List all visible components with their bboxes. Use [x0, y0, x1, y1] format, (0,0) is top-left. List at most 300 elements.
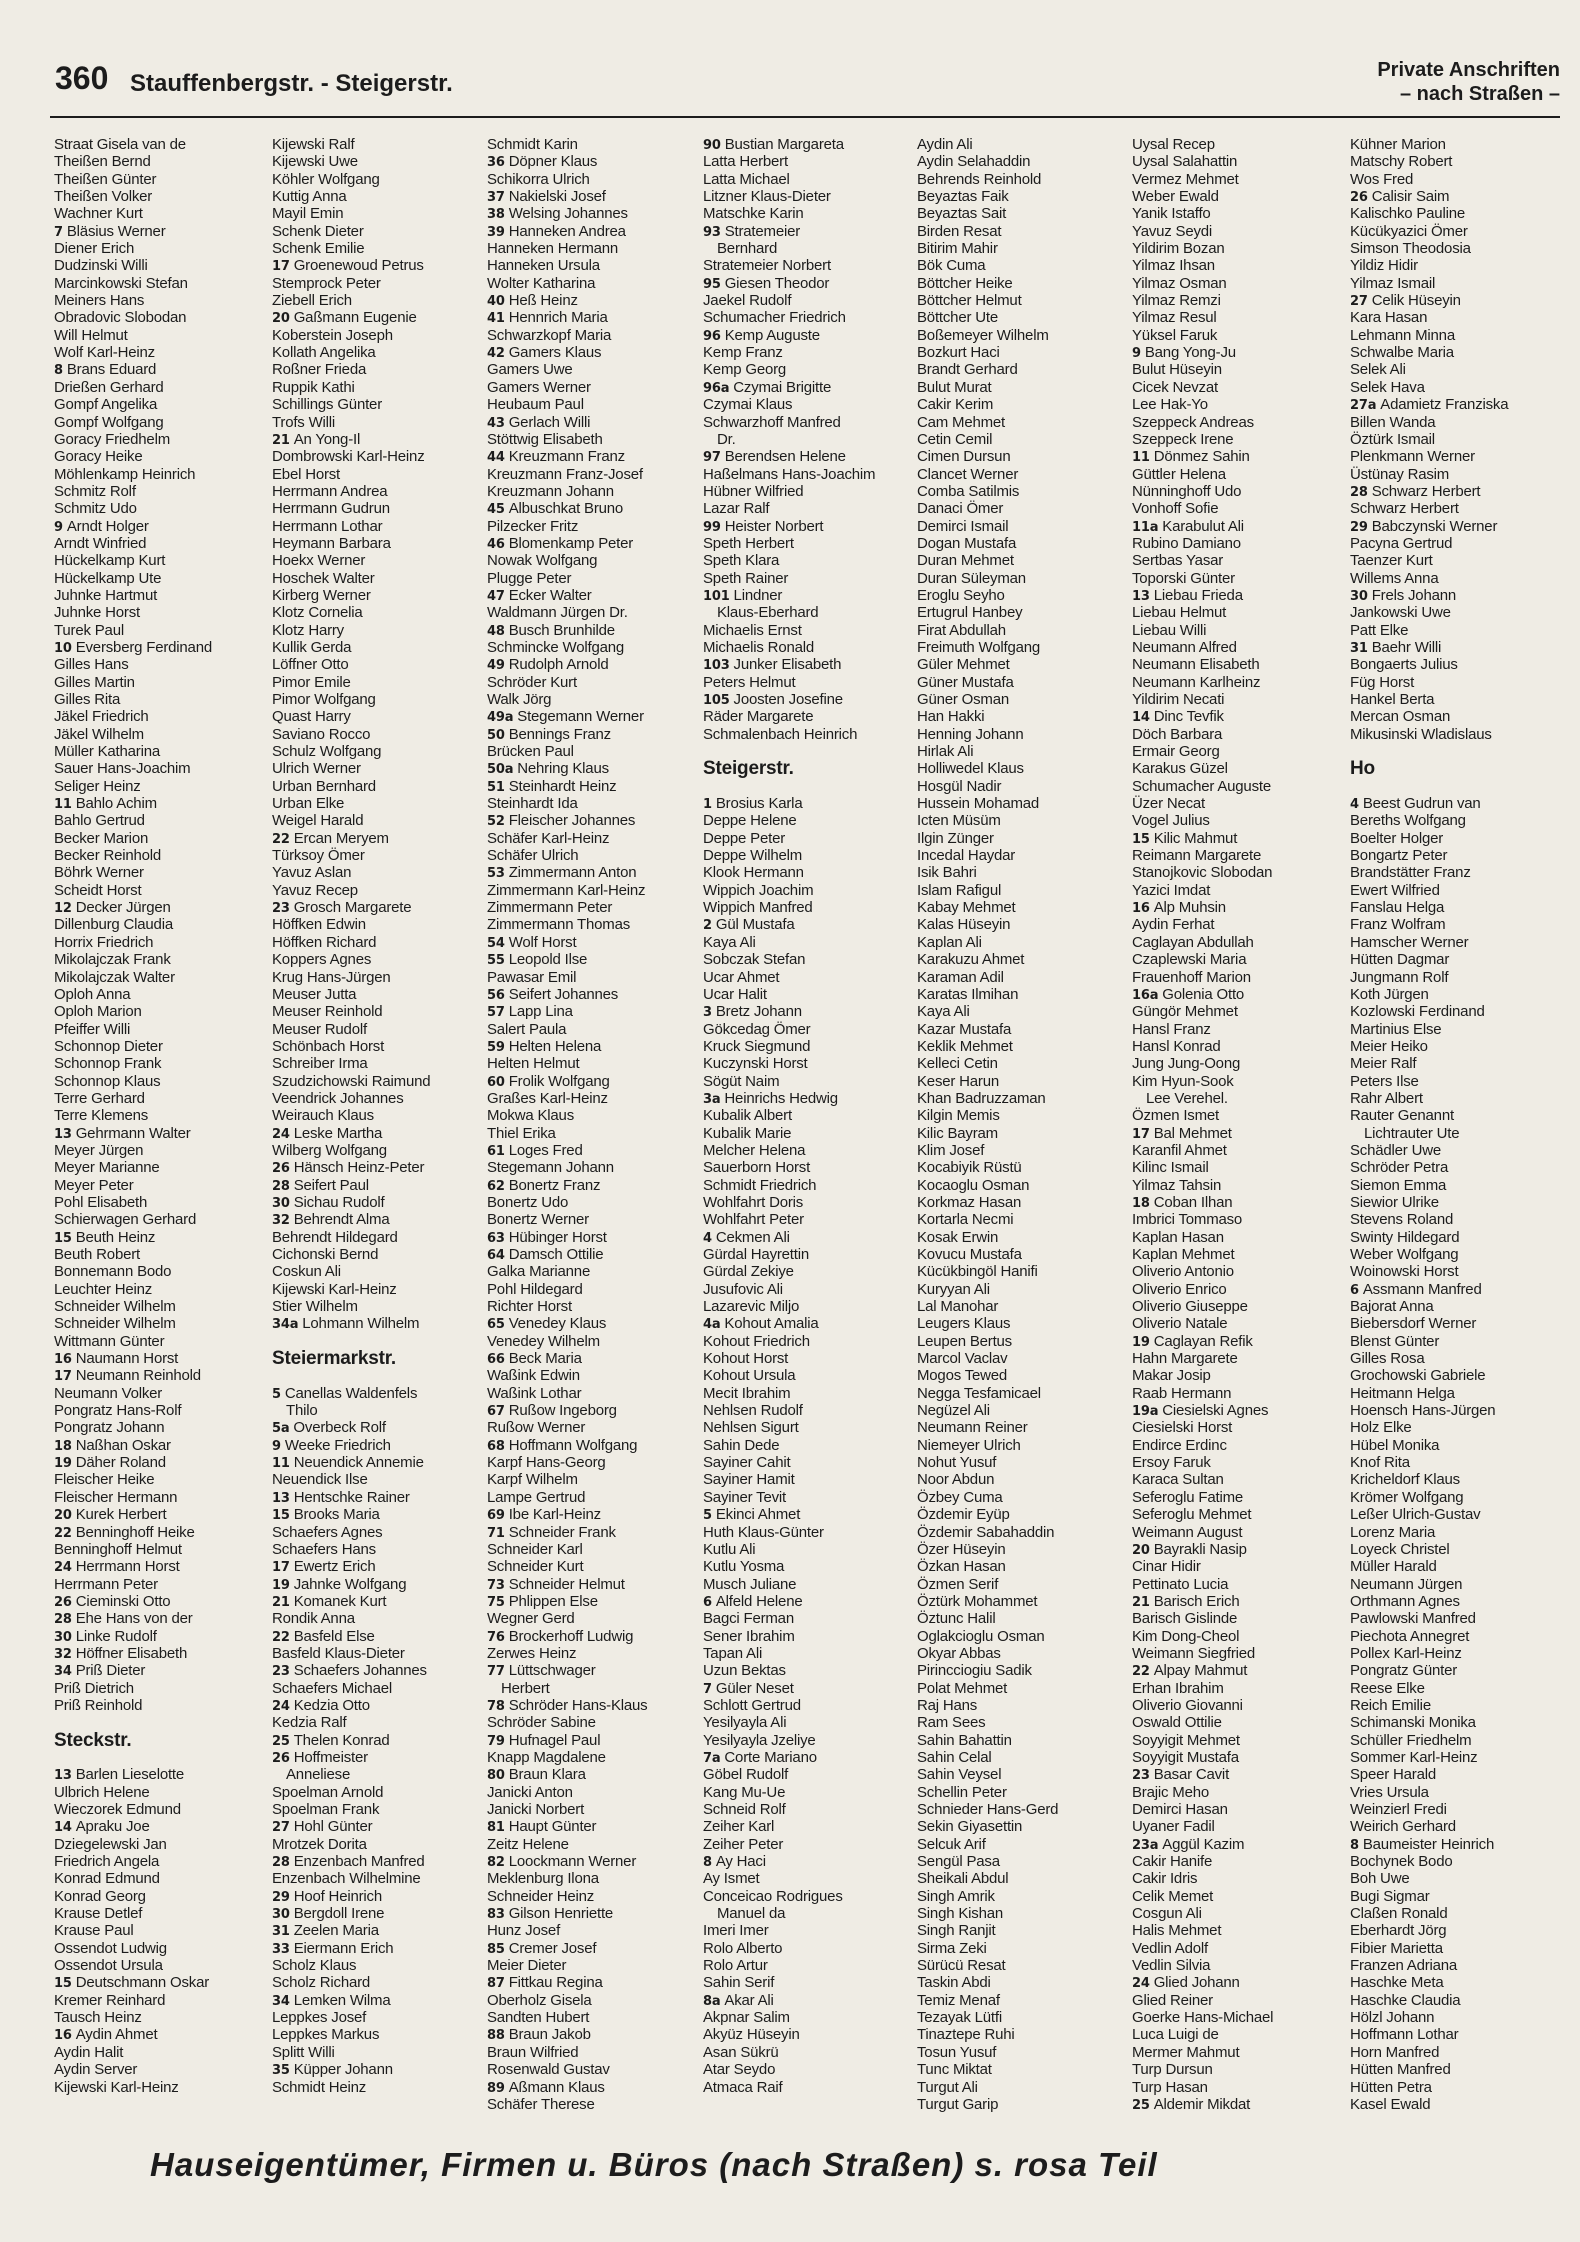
resident-entry — [54, 153, 264, 170]
resident-entry — [703, 882, 913, 899]
resident-name: Neuendick Ilse — [272, 1471, 368, 1489]
resident-name: Schonnop Klaus — [54, 1072, 161, 1090]
resident-name: Yüksel Faruk — [1132, 326, 1218, 344]
resident-name: Turgut Ali — [917, 2078, 978, 2096]
resident-entry — [54, 361, 264, 378]
resident-name: Özdemir Sabahaddin — [917, 1523, 1055, 1541]
resident-name: Schädler Uwe — [1350, 1141, 1441, 1159]
resident-entry — [703, 1194, 913, 1211]
resident-entry — [487, 1055, 697, 1072]
house-number: 4 — [1350, 797, 1359, 813]
resident-entry — [54, 1107, 264, 1124]
resident-entry — [1132, 622, 1342, 639]
resident-entry — [1350, 1333, 1560, 1350]
resident-entry — [703, 2009, 913, 2026]
resident-name: Güner Osman — [917, 691, 1010, 708]
resident-entry — [703, 414, 913, 431]
resident-entry — [487, 1402, 697, 1419]
resident-entry — [54, 1628, 264, 1645]
resident-entry — [1132, 1506, 1342, 1523]
resident-entry — [703, 379, 913, 396]
resident-entry — [272, 257, 482, 274]
resident-name: Heymann Barbara — [272, 534, 391, 552]
resident-entry — [1350, 1766, 1560, 1783]
resident-name: Kruck Siegmund — [703, 1037, 811, 1055]
resident-entry — [1132, 292, 1342, 309]
house-number: 27 — [272, 1820, 290, 1836]
resident-entry — [487, 275, 697, 292]
resident-name: Gilson Henriette — [508, 1905, 614, 1923]
resident-entry — [54, 1263, 264, 1280]
resident-entry — [1350, 674, 1560, 691]
house-number: 11 — [54, 797, 72, 813]
resident-entry — [272, 1125, 482, 1142]
resident-entry — [917, 812, 1127, 829]
resident-name: Weinzierl Fredi — [1350, 1801, 1447, 1818]
resident-name: Schäfer Ulrich — [487, 847, 579, 865]
resident-entry — [1350, 1870, 1560, 1887]
resident-entry — [54, 309, 264, 326]
resident-name: Dudzinski Willi — [54, 257, 148, 275]
resident-entry — [917, 1038, 1127, 1055]
resident-name: Caglayan Refik — [1153, 1332, 1253, 1350]
resident-name: Veendrick Johannes — [272, 1089, 404, 1107]
resident-entry — [1132, 1281, 1342, 1298]
resident-name: Sayiner Hamit — [703, 1471, 795, 1489]
resident-name: Meier Dieter — [487, 1957, 567, 1975]
resident-entry — [1132, 795, 1342, 812]
resident-entry — [1350, 292, 1560, 309]
resident-entry — [272, 466, 482, 483]
resident-entry — [1350, 1211, 1560, 1228]
street-heading: Steigerstr. — [703, 758, 794, 780]
house-number: 15 — [54, 1230, 72, 1246]
resident-entry — [703, 1281, 913, 1298]
resident-entry — [917, 674, 1127, 691]
resident-name: Clancet Werner — [917, 465, 1019, 483]
resident-name: Naßhan Oskar — [75, 1436, 171, 1454]
resident-name: Kullik Gerda — [272, 638, 352, 656]
resident-entry — [1350, 500, 1560, 517]
resident-name: Keklik Mehmet — [917, 1037, 1013, 1055]
resident-entry — [54, 1402, 264, 1419]
resident-name: Schulz Wolfgang — [272, 743, 382, 761]
resident-name: Mayil Emin — [272, 205, 344, 223]
resident-entry — [917, 1541, 1127, 1558]
resident-name: Yilmaz Ihsan — [1132, 257, 1215, 275]
resident-name: Komanek Kurt — [293, 1592, 387, 1610]
house-number: 89 — [487, 2080, 505, 2096]
resident-name: Czymai Brigitte — [733, 378, 832, 396]
resident-entry — [917, 1333, 1127, 1350]
house-number: 34 — [54, 1664, 72, 1680]
house-number: 27 — [1350, 294, 1368, 310]
resident-entry — [487, 1159, 697, 1176]
resident-entry — [487, 500, 697, 517]
resident-name: Heitmann Helga — [1350, 1384, 1455, 1402]
resident-name: Halis Mehmet — [1132, 1922, 1222, 1940]
resident-entry — [1132, 760, 1342, 777]
resident-entry — [1132, 674, 1342, 691]
resident-entry — [487, 1489, 697, 1506]
resident-entry — [703, 691, 913, 708]
resident-name: Beuth Heinz — [75, 1228, 156, 1246]
resident-entry — [703, 969, 913, 986]
directory-column-7 — [1350, 136, 1560, 2136]
resident-entry — [917, 743, 1127, 760]
house-number: 45 — [487, 502, 505, 518]
resident-name: Vries Ursula — [1350, 1783, 1429, 1801]
resident-entry — [1132, 1229, 1342, 1246]
resident-name: Aldemir Mikdat — [1153, 2095, 1251, 2113]
resident-entry — [54, 2044, 264, 2061]
resident-entry — [1350, 1836, 1560, 1853]
resident-entry — [1350, 1922, 1560, 1939]
resident-name: Lampe Gertrud — [487, 1488, 586, 1506]
resident-entry — [1132, 2044, 1342, 2061]
resident-entry — [1350, 691, 1560, 708]
resident-name: Hentschke Rainer — [293, 1488, 410, 1506]
resident-name: Sayiner Cahit — [703, 1454, 791, 1472]
resident-entry — [487, 1177, 697, 1194]
house-number: 30 — [272, 1195, 290, 1211]
resident-entry — [1132, 431, 1342, 448]
resident-name: Schüller Friedhelm — [1350, 1731, 1472, 1749]
resident-name: Lee Hak-Yo — [1132, 396, 1208, 414]
resident-entry — [917, 1263, 1127, 1280]
resident-entry — [1132, 1888, 1342, 1905]
resident-name: Haupt Günter — [508, 1818, 597, 1836]
resident-name: Boßemeyer Wilhelm — [917, 326, 1049, 344]
resident-name: Bulut Hüseyin — [1132, 361, 1222, 379]
resident-entry — [917, 778, 1127, 795]
resident-name: Dillenburg Claudia — [54, 916, 173, 934]
resident-name: Terre Gerhard — [54, 1089, 145, 1107]
resident-name: Drießen Gerhard — [54, 378, 164, 396]
resident-name: Bugi Sigmar — [1350, 1887, 1430, 1905]
resident-name: Wegner Gerd — [487, 1610, 575, 1628]
resident-name: Phlippen Else — [508, 1592, 598, 1610]
resident-name: Öztunc Halil — [917, 1610, 996, 1628]
resident-name: Zimmermann Anton — [508, 864, 637, 882]
resident-name: Pawasar Emil — [487, 968, 577, 986]
resident-name: Jungmann Rolf — [1350, 968, 1449, 986]
resident-name: Karakuzu Ahmet — [917, 951, 1025, 969]
resident-entry — [54, 1593, 264, 1610]
resident-entry — [1350, 708, 1560, 725]
resident-name: Konrad Edmund — [54, 1870, 160, 1888]
resident-name: Imbrici Tommaso — [1132, 1211, 1243, 1229]
house-number: 19 — [54, 1456, 72, 1472]
resident-entry — [1350, 205, 1560, 222]
resident-name: Neumann Alfred — [1132, 638, 1237, 656]
house-number: 47 — [487, 588, 505, 604]
resident-entry — [272, 240, 482, 257]
resident-entry — [272, 1974, 482, 1991]
resident-name: Kim Dong-Cheol — [1132, 1627, 1240, 1645]
resident-name: Herrmann Horst — [75, 1558, 180, 1576]
resident-entry — [1350, 1229, 1560, 1246]
resident-name: Yildirim Necati — [1132, 691, 1225, 708]
resident-name: Thelen Konrad — [293, 1731, 390, 1749]
house-number: 95 — [703, 276, 721, 292]
resident-name: Karatas Ilmihan — [917, 985, 1019, 1003]
resident-entry — [54, 136, 264, 153]
resident-name: Sahin Serif — [703, 1974, 775, 1992]
resident-name: Golenia Otto — [1162, 985, 1245, 1003]
resident-name: Kreuzmann Franz-Josef — [487, 465, 643, 483]
resident-entry — [1132, 726, 1342, 743]
street-heading: Steiermarkstr. — [272, 1348, 396, 1370]
resident-entry — [1350, 1888, 1560, 1905]
resident-name: Vedlin Adolf — [1132, 1939, 1208, 1957]
resident-entry — [1350, 830, 1560, 847]
resident-name: Pirincciogiu Sadik — [917, 1662, 1032, 1680]
resident-name: Hankel Berta — [1350, 691, 1435, 708]
resident-entry — [1132, 396, 1342, 413]
resident-entry — [487, 1974, 697, 1991]
house-number: 13 — [54, 1126, 72, 1142]
resident-entry — [487, 2009, 697, 2026]
house-number: 43 — [487, 415, 505, 431]
resident-name: Jäkel Wilhelm — [54, 725, 144, 743]
resident-entry — [1132, 171, 1342, 188]
resident-entry — [703, 1992, 913, 2009]
resident-name: Liebau Frieda — [1153, 586, 1243, 604]
resident-name: Schmalenbach Heinrich — [703, 725, 858, 743]
resident-name: Schwarzkopf Maria — [487, 326, 612, 344]
resident-entry — [1350, 2009, 1560, 2026]
resident-entry — [703, 1367, 913, 1384]
resident-entry — [917, 171, 1127, 188]
resident-entry — [1132, 448, 1342, 465]
resident-entry — [917, 448, 1127, 465]
resident-entry — [54, 1038, 264, 1055]
resident-name: Schimanski Monika — [1350, 1714, 1476, 1732]
resident-entry — [272, 535, 482, 552]
resident-entry — [1132, 1697, 1342, 1714]
resident-entry — [272, 916, 482, 933]
resident-name: Leßer Ulrich-Gustav — [1350, 1506, 1481, 1524]
resident-entry — [272, 882, 482, 899]
resident-entry — [1350, 1680, 1560, 1697]
resident-name: Kohout Horst — [703, 1350, 789, 1368]
resident-name: Schierwagen Gerhard — [54, 1211, 197, 1229]
resident-name: Schwarz Herbert — [1350, 500, 1459, 518]
resident-entry — [917, 1784, 1127, 1801]
resident-entry — [487, 171, 697, 188]
resident-entry — [272, 1680, 482, 1697]
resident-entry — [1350, 1784, 1560, 1801]
resident-entry — [703, 1350, 913, 1367]
house-number: 16 — [1132, 901, 1150, 917]
resident-name: Hunz Josef — [487, 1922, 561, 1940]
house-number: 23 — [1132, 1768, 1150, 1784]
resident-name: Adamietz Franziska — [1380, 396, 1509, 414]
resident-name: Aßmann Klaus — [508, 2078, 605, 2096]
resident-name: Kocaoglu Osman — [917, 1176, 1030, 1194]
resident-entry — [1132, 361, 1342, 378]
resident-entry — [1350, 2096, 1560, 2113]
resident-entry — [1132, 1766, 1342, 1783]
resident-entry — [703, 396, 913, 413]
resident-entry — [703, 1038, 913, 1055]
resident-entry — [703, 934, 913, 951]
resident-entry — [703, 1541, 913, 1558]
resident-entry — [917, 1558, 1127, 1575]
resident-name: Ucar Halit — [703, 985, 767, 1003]
resident-name: Hübel Monika — [1350, 1436, 1440, 1454]
resident-name: Groenewoud Petrus — [293, 257, 424, 275]
resident-entry — [917, 1385, 1127, 1402]
resident-entry — [54, 1645, 264, 1662]
resident-name: Pettinato Lucia — [1132, 1575, 1229, 1593]
resident-name: Tausch Heinz — [54, 2009, 142, 2027]
resident-name: Hosgül Nadir — [917, 777, 1002, 795]
resident-entry — [1132, 1142, 1342, 1159]
resident-entry — [54, 1836, 264, 1853]
resident-entry — [54, 674, 264, 691]
resident-name: Kubalik Marie — [703, 1124, 792, 1142]
resident-name: Walk Jörg — [487, 691, 552, 708]
resident-name: Demirci Hasan — [1132, 1801, 1228, 1818]
resident-entry — [703, 1524, 913, 1541]
resident-entry — [1132, 2026, 1342, 2043]
resident-name: Mikolajczak Frank — [54, 951, 171, 969]
resident-name: Imeri Imer — [703, 1922, 769, 1940]
resident-name: Straat Gisela van de — [54, 136, 186, 153]
resident-name: Richter Horst — [487, 1298, 572, 1316]
resident-name: Hennrich Maria — [508, 309, 608, 327]
resident-entry — [487, 1645, 697, 1662]
resident-name: Kilgin Memis — [917, 1107, 1000, 1125]
resident-entry — [703, 1645, 913, 1662]
resident-entry — [272, 1801, 482, 1818]
resident-entry — [1132, 1732, 1342, 1749]
resident-entry — [54, 2009, 264, 2026]
resident-entry — [487, 1211, 697, 1228]
resident-name: Schneider Wilhelm — [54, 1315, 176, 1333]
resident-entry — [703, 812, 913, 829]
resident-entry — [1132, 1055, 1342, 1072]
resident-entry — [1132, 2079, 1342, 2096]
resident-entry — [487, 535, 697, 552]
resident-name: Wippich Manfred — [703, 899, 813, 917]
resident-name: Schröder Petra — [1350, 1159, 1449, 1177]
resident-name: Schneider Wilhelm — [54, 1298, 176, 1316]
resident-entry — [917, 1697, 1127, 1714]
resident-entry — [1132, 1558, 1342, 1575]
resident-name: Meuser Rudolf — [272, 1020, 367, 1038]
resident-entry — [487, 916, 697, 933]
resident-entry — [703, 1402, 913, 1419]
resident-name: Hansl Franz — [1132, 1020, 1211, 1038]
resident-entry — [487, 934, 697, 951]
resident-name: Ucar Ahmet — [703, 968, 780, 986]
resident-name: Vonhoff Sofie — [1132, 500, 1219, 518]
house-number: 105 — [703, 693, 730, 708]
resident-name: Pawlowski Manfred — [1350, 1610, 1476, 1628]
resident-entry — [487, 1385, 697, 1402]
resident-name: Bongartz Peter — [1350, 847, 1448, 865]
resident-name: Neuendick Annemie — [293, 1454, 424, 1472]
resident-entry — [1132, 604, 1342, 621]
resident-name: Glied Johann — [1153, 1974, 1240, 1992]
house-number: 12 — [54, 901, 72, 917]
resident-name: Rußow Ingeborg — [508, 1402, 617, 1420]
resident-name: Üstünay Rasim — [1350, 465, 1450, 483]
resident-name: Sandten Hubert — [487, 2009, 590, 2027]
resident-entry — [272, 1610, 482, 1627]
house-number: 14 — [54, 1820, 72, 1836]
resident-name: Weeke Friedrich — [284, 1436, 391, 1454]
resident-entry — [917, 760, 1127, 777]
resident-entry — [917, 1454, 1127, 1471]
resident-name: Dogan Mustafa — [917, 534, 1017, 552]
resident-entry — [703, 639, 913, 656]
resident-name: Enzenbach Manfred — [293, 1853, 425, 1871]
resident-entry — [1350, 622, 1560, 639]
resident-name: Weber Ewald — [1132, 188, 1219, 206]
resident-name: Beck Maria — [508, 1350, 582, 1368]
resident-name: Krug Hans-Jürgen — [272, 968, 391, 986]
resident-name: Kremer Reinhard — [54, 1991, 166, 2009]
house-number: 54 — [487, 935, 505, 951]
resident-name: Mercan Osman — [1350, 708, 1451, 726]
resident-name: Neumann Elisabeth — [1132, 656, 1260, 674]
resident-name: Klook Hermann — [703, 864, 804, 882]
resident-name: Kovucu Mustafa — [917, 1246, 1022, 1263]
resident-entry — [917, 1211, 1127, 1228]
resident-name: Polat Mehmet — [917, 1679, 1008, 1697]
resident-entry — [917, 344, 1127, 361]
resident-entry — [1132, 483, 1342, 500]
resident-name: Kaya Ali — [703, 933, 756, 951]
resident-entry — [917, 864, 1127, 881]
resident-name: Naumann Horst — [75, 1350, 179, 1368]
house-number: 11 — [1132, 450, 1150, 466]
resident-name: Böttcher Heike — [917, 274, 1013, 292]
house-number: 6 — [1350, 1282, 1359, 1298]
resident-entry — [917, 795, 1127, 812]
resident-name: Roßner Frieda — [272, 361, 367, 379]
resident-name: Rubino Damiano — [1132, 534, 1241, 552]
resident-name: Salert Paula — [487, 1020, 567, 1038]
resident-name: Sauer Hans-Joachim — [54, 760, 191, 778]
resident-entry — [1132, 1957, 1342, 1974]
resident-name: Akpnar Salim — [703, 2009, 790, 2027]
resident-entry — [703, 1576, 913, 1593]
resident-entry — [272, 726, 482, 743]
house-number: 52 — [487, 814, 505, 830]
house-number: 15 — [1132, 831, 1150, 847]
house-number: 11a — [1132, 519, 1159, 535]
resident-entry — [1350, 1003, 1560, 1020]
resident-name: Siewior Ulrike — [1350, 1193, 1439, 1211]
resident-name: Hufnagel Paul — [508, 1731, 601, 1749]
resident-entry — [703, 552, 913, 569]
resident-entry — [1132, 1870, 1342, 1887]
resident-name: Hanneken Hermann — [487, 240, 619, 258]
resident-name: Karakus Güzel — [1132, 760, 1228, 778]
resident-name: Cimen Dursun — [917, 448, 1011, 466]
resident-entry — [1132, 1784, 1342, 1801]
resident-entry — [1132, 344, 1342, 361]
resident-name: Kijewski Karl-Heinz — [54, 2078, 179, 2096]
resident-entry — [487, 639, 697, 656]
resident-entry — [1132, 1524, 1342, 1541]
resident-name: Meier Ralf — [1350, 1055, 1417, 1073]
